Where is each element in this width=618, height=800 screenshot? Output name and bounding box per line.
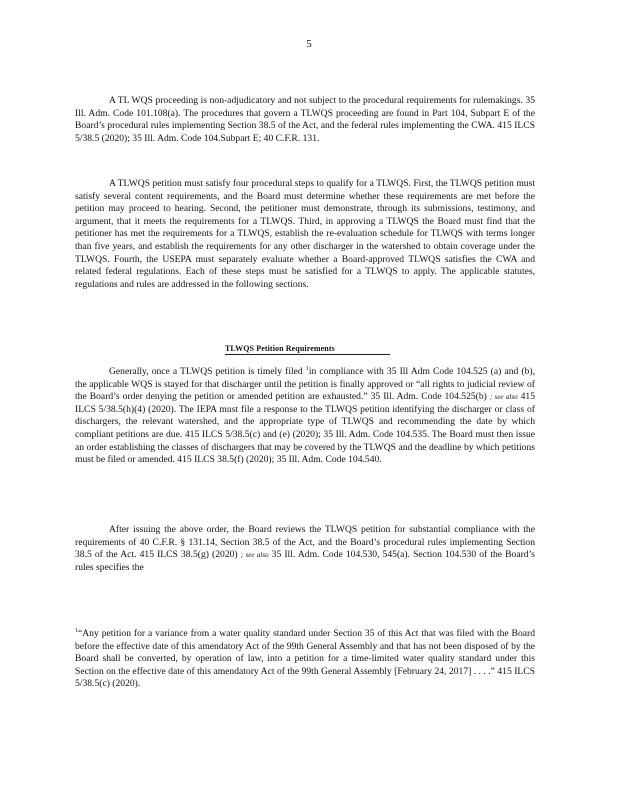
p4-italic-signal: ; see also (240, 551, 269, 560)
p3-text-end: 415 ILCS 5/38.5(h)(4) (2020). The IEPA must file a response to the TLWQS petition identifying the discharger or class of dischargers, the relevant watershed, and the appropriate type of TLWQS and recommending the date by which compliant petitions are due. 415 ILCS 5/38.5(c) and (e) (2020); 35 Ill. Adm. Code 104.535. The Board must then issue an order establishing the classes of dischargers that may be covered by the TLWQS and the deadline by which petitions must be filed or amended. 415 ILCS 38.5(f) (2020); 35 Ill. Adm. Code 104.540. (75, 391, 535, 466)
paragraph-petition-filing (75, 366, 535, 467)
paragraph-tlwqs-proceeding: A TL WQS proceeding is non-adjudicatory and not subject to the procedural requirements for rulemakings. 35 Ill. Adm. Code 101.108(a). The procedures that govern a TLWQS proceeding are found in Part 104, Subpart E of the Board’s procedural rules implementing Section 38.5 of the Act, and the federal rules implementing the CWA. 415 ILCS 5/38.5 (2020); 35 Ill. Adm. Code 104.Subpart E; 40 C.F.R. 131. (75, 95, 535, 144)
footnote-text: “Any petition for a variance from a water quality standard under Section 35 of this Act that was filed with the Board before the effective date of this amendatory Act of the 99th General Assembly and that has not been disposed of by the Board shall be converted, by operation of law, into a petition for a time-limited water quality standard under this Section on the effective date of this amendatory Act of the 99th General Assembly [February 24, 2017] . . . .” 415 ILCS 5/38.5(c) (2020). (75, 628, 535, 690)
footnote (75, 628, 535, 691)
page-number: 5 (306, 38, 312, 50)
footnote-reference: 1 (305, 365, 309, 372)
p3-text-middle: in compliance with 35 Ill Adm Code 104.525 (a) and (b), the applicable WQS is stayed for that discharger until the petition is finally approved or “all rights to judicial review of the Board’s order denying the petition or amended petition are exhausted.” 35 Ill. Adm. Code 104.525(b) (75, 366, 535, 403)
p3-italic-signal: ; see also (489, 393, 518, 402)
footnote-marker: 1 (75, 627, 78, 634)
section-heading: TLWQS Petition Requirements (225, 344, 390, 355)
p4-text-end: 35 Ill. Adm. Code 104.530, 545(a). Section 104.530 of the Board’s rules specifies the (75, 549, 535, 573)
p3-text-start: Generally, once a TLWQS petition is timely filed (109, 366, 306, 377)
paragraph-procedural-steps: A TLWQS petition must satisfy four procedural steps to qualify for a TLWQS. First, the TLWQS petition must satisfy several content requirements, and the Board must determine whether these requirements are met before the petition may proceed to hearing. Second, the petitioner must demonstrate, through its submissions, testimony, and argument, that it meets the requirements for a TLWQS. Third, in approving a TLWQS the Board must find that the petitioner has met the requirements for a TLWQS, establish the re-evaluation schedule for TLWQS with terms longer than five years, and establish the requirements for any other discharger in the watershed to obtain coverage under the TLWQS. Fourth, the USEPA must separately evaluate whether a Board-approved TLWQS satisfies the CWA and related federal regulations. Each of these steps must be satisfied for a TLWQS to apply. The applicable statutes, regulations and rules are addressed in the following sections. (75, 178, 535, 290)
p4-text-start: After issuing the above order, the Board reviews the TLWQS petition for substantial compliance with the requirements of 40 C.F.R. § 131.14, Section 38.5 of the Act, and the Board’s procedural rules implementing Section 38.5 of the Act. 415 ILCS 38.5(g) (2020) (75, 524, 535, 561)
paragraph-board-review (75, 524, 535, 574)
